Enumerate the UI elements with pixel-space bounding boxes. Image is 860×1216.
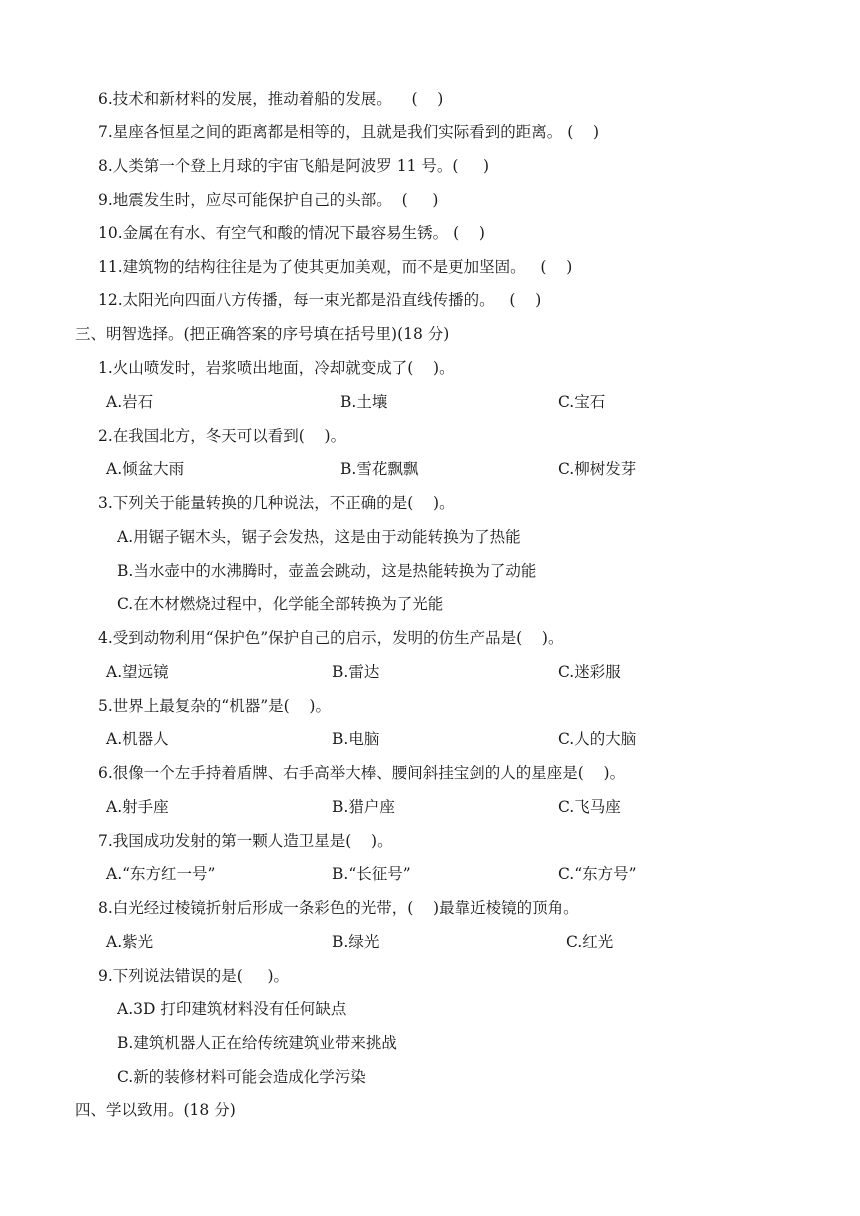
question-7-option-a: A.“东方红一号”	[106, 865, 216, 883]
question-3-option-a: A.用锯子锯木头，锯子会发热，这是由于动能转换为了热能	[117, 528, 521, 546]
question-6-option-a: A.射手座	[106, 798, 169, 816]
tf-item-10: 10.金属在有水、有空气和酸的情况下最容易生锈。 ( )	[98, 224, 485, 242]
question-5: 5.世界上最复杂的“机器”是( )。	[98, 697, 331, 715]
tf-item-7: 7.星座各恒星之间的距离都是相等的，且就是我们实际看到的距离。 ( )	[98, 123, 600, 141]
question-5-option-b: B.电脑	[332, 730, 380, 748]
question-3-option-b: B.当水壶中的水沸腾时，壶盖会跳动，这是热能转换为了动能	[117, 562, 537, 580]
question-6-option-b: B.猎户座	[332, 798, 395, 816]
question-4: 4.受到动物利用“保护色”保护自己的启示，发明的仿生产品是( )。	[98, 629, 564, 647]
tf-item-6: 6.技术和新材料的发展，推动着船的发展。 ( )	[98, 90, 444, 108]
question-8-option-c: C.红光	[566, 933, 614, 951]
question-4-option-c: C.迷彩服	[558, 663, 621, 681]
question-6-option-c: C.飞马座	[558, 798, 621, 816]
question-2: 2.在我国北方，冬天可以看到( )。	[98, 427, 347, 445]
tf-item-12: 12.太阳光向四面八方传播，每一束光都是沿直线传播的。 ( )	[98, 291, 542, 309]
question-3: 3.下列关于能量转换的几种说法，不正确的是( )。	[98, 494, 455, 512]
question-3-option-c: C.在木材燃烧过程中，化学能全部转换为了光能	[117, 595, 444, 613]
question-8: 8.白光经过棱镜折射后形成一条彩色的光带，( )最靠近棱镜的顶角。	[98, 899, 579, 917]
question-4-option-a: A.望远镜	[106, 663, 169, 681]
question-8-option-b: B.绿光	[332, 933, 380, 951]
section-3-title: 三、明智选择。(把正确答案的序号填在括号里)(18 分)	[75, 325, 450, 343]
question-8-option-a: A.紫光	[106, 933, 154, 951]
question-7-option-b: B.“长征号”	[332, 865, 411, 883]
question-2-option-a: A.倾盆大雨	[106, 460, 185, 478]
question-7-option-c: C.“东方号”	[558, 865, 637, 883]
question-7: 7.我国成功发射的第一颗人造卫星是( )。	[98, 832, 393, 850]
tf-item-11: 11.建筑物的结构往往是为了使其更加美观，而不是更加坚固。 ( )	[98, 258, 573, 276]
question-4-option-b: B.雷达	[332, 663, 380, 681]
question-2-option-b: B.雪花飘飘	[340, 460, 419, 478]
tf-item-9: 9.地震发生时，应尽可能保护自己的头部。 ( )	[98, 191, 439, 209]
question-1-option-a: A.岩石	[106, 393, 154, 411]
question-1-option-b: B.土壤	[340, 393, 388, 411]
question-9: 9.下列说法错误的是( )。	[98, 967, 290, 985]
section-4-title: 四、学以致用。(18 分)	[75, 1101, 236, 1119]
question-9-option-c: C.新的装修材料可能会造成化学污染	[117, 1068, 366, 1086]
question-2-option-c: C.柳树发芽	[558, 460, 637, 478]
question-5-option-c: C.人的大脑	[558, 730, 637, 748]
question-9-option-b: B.建筑机器人正在给传统建筑业带来挑战	[117, 1034, 397, 1052]
question-5-option-a: A.机器人	[106, 730, 169, 748]
tf-item-8: 8.人类第一个登上月球的宇宙飞船是阿波罗 11 号。( )	[98, 157, 490, 175]
question-1: 1.火山喷发时，岩浆喷出地面，冷却就变成了( )。	[98, 359, 455, 377]
question-1-option-c: C.宝石	[558, 393, 606, 411]
question-6: 6.很像一个左手持着盾牌、右手高举大棒、腰间斜挂宝剑的人的星座是( )。	[98, 764, 626, 782]
question-9-option-a: A.3D 打印建筑材料没有任何缺点	[117, 1000, 347, 1018]
